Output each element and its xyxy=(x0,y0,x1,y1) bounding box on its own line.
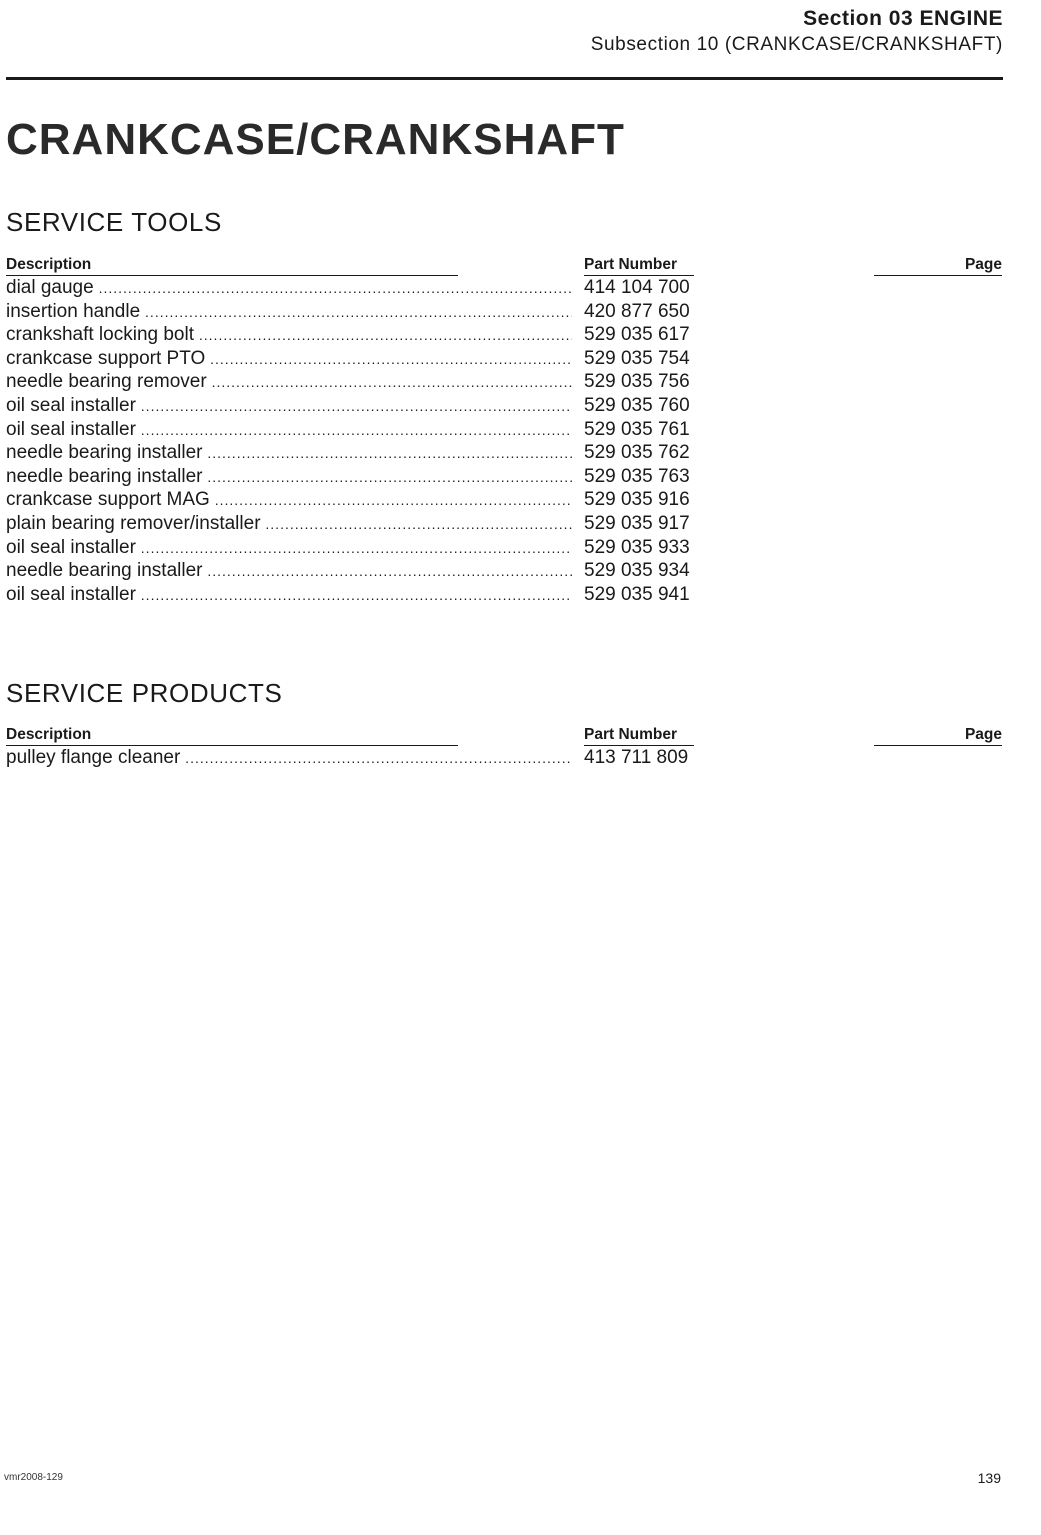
table-header xyxy=(6,724,1002,746)
cell-description: oil seal installer ..... xyxy=(6,536,572,561)
cell-part-number: 529 035 941 xyxy=(584,583,690,605)
table-row xyxy=(6,418,1002,442)
page-header xyxy=(591,6,1003,58)
column-header-part-number: Part Number xyxy=(584,256,678,273)
cell-description: crankshaft locking bolt ..... xyxy=(6,323,572,348)
table-body xyxy=(6,746,1002,770)
service-tools-table xyxy=(6,254,1002,606)
page-title: CRANKCASE/CRANKSHAFT xyxy=(6,115,625,164)
cell-description: plain bearing remover/installer ..... xyxy=(6,512,572,537)
cell-part-number: 529 035 933 xyxy=(584,536,690,558)
section-label: Section 03 ENGINE xyxy=(803,7,1003,30)
cell-part-number: 529 035 761 xyxy=(584,418,690,440)
cell-part-number: 529 035 762 xyxy=(584,442,690,464)
document-code: vmr2008-129 xyxy=(4,1472,63,1483)
cell-part-number: 414 104 700 xyxy=(584,277,690,298)
cell-part-number: 529 035 916 xyxy=(584,489,690,511)
table-row xyxy=(6,370,1002,394)
cell-description: insertion handle ..... xyxy=(6,300,572,325)
table-row xyxy=(6,347,1002,371)
cell-part-number: 529 035 760 xyxy=(584,394,690,416)
table-row xyxy=(6,559,1002,583)
cell-description: needle bearing installer ..... xyxy=(6,559,572,584)
cell-part-number: 529 035 617 xyxy=(584,324,690,346)
table-row xyxy=(6,746,1002,770)
service-tools-heading: SERVICE TOOLS xyxy=(6,207,222,237)
cell-description: pulley flange cleaner ..... xyxy=(6,746,572,771)
cell-description: crankcase support MAG ..... xyxy=(6,488,572,513)
page-number: 139 xyxy=(977,1470,1001,1486)
table-row xyxy=(6,583,1002,607)
cell-description: dial gauge ..... xyxy=(6,276,572,301)
table-row xyxy=(6,441,1002,465)
table-row xyxy=(6,536,1002,560)
cell-description: oil seal installer ..... xyxy=(6,583,572,608)
cell-description: needle bearing remover ..... xyxy=(6,370,572,395)
table-row xyxy=(6,300,1002,324)
subsection-label: Subsection 10 (CRANKCASE/CRANKSHAFT) xyxy=(590,34,1003,55)
column-header-part-number: Part Number xyxy=(584,726,678,743)
column-header-description: Description xyxy=(6,726,92,743)
cell-part-number: 420 877 650 xyxy=(584,300,690,322)
cell-description: oil seal installer ..... xyxy=(6,418,572,443)
column-header-description: Description xyxy=(6,256,92,273)
table-row xyxy=(6,488,1002,512)
table-header xyxy=(6,254,1002,276)
cell-part-number: 529 035 763 xyxy=(584,465,690,487)
table-row xyxy=(6,394,1002,418)
service-products-table xyxy=(6,724,1002,770)
cell-part-number: 529 035 754 xyxy=(584,347,690,369)
cell-description: needle bearing installer ..... xyxy=(6,441,572,466)
column-header-page: Page xyxy=(964,726,1002,743)
cell-description: needle bearing installer ..... xyxy=(6,465,572,490)
cell-description: oil seal installer ..... xyxy=(6,394,572,419)
cell-part-number: 529 035 934 xyxy=(584,560,690,582)
cell-part-number: 529 035 917 xyxy=(584,512,690,534)
table-row xyxy=(6,512,1002,536)
cell-part-number: 529 035 756 xyxy=(584,371,690,393)
table-row xyxy=(6,276,1002,300)
table-row xyxy=(6,465,1002,489)
table-row xyxy=(6,323,1002,347)
service-products-heading: SERVICE PRODUCTS xyxy=(6,678,283,708)
cell-description: crankcase support PTO ..... xyxy=(6,347,572,372)
header-divider xyxy=(6,77,1003,80)
cell-part-number: 413 711 809 xyxy=(584,747,689,768)
table-body xyxy=(6,276,1002,606)
column-header-page: Page xyxy=(964,256,1002,273)
